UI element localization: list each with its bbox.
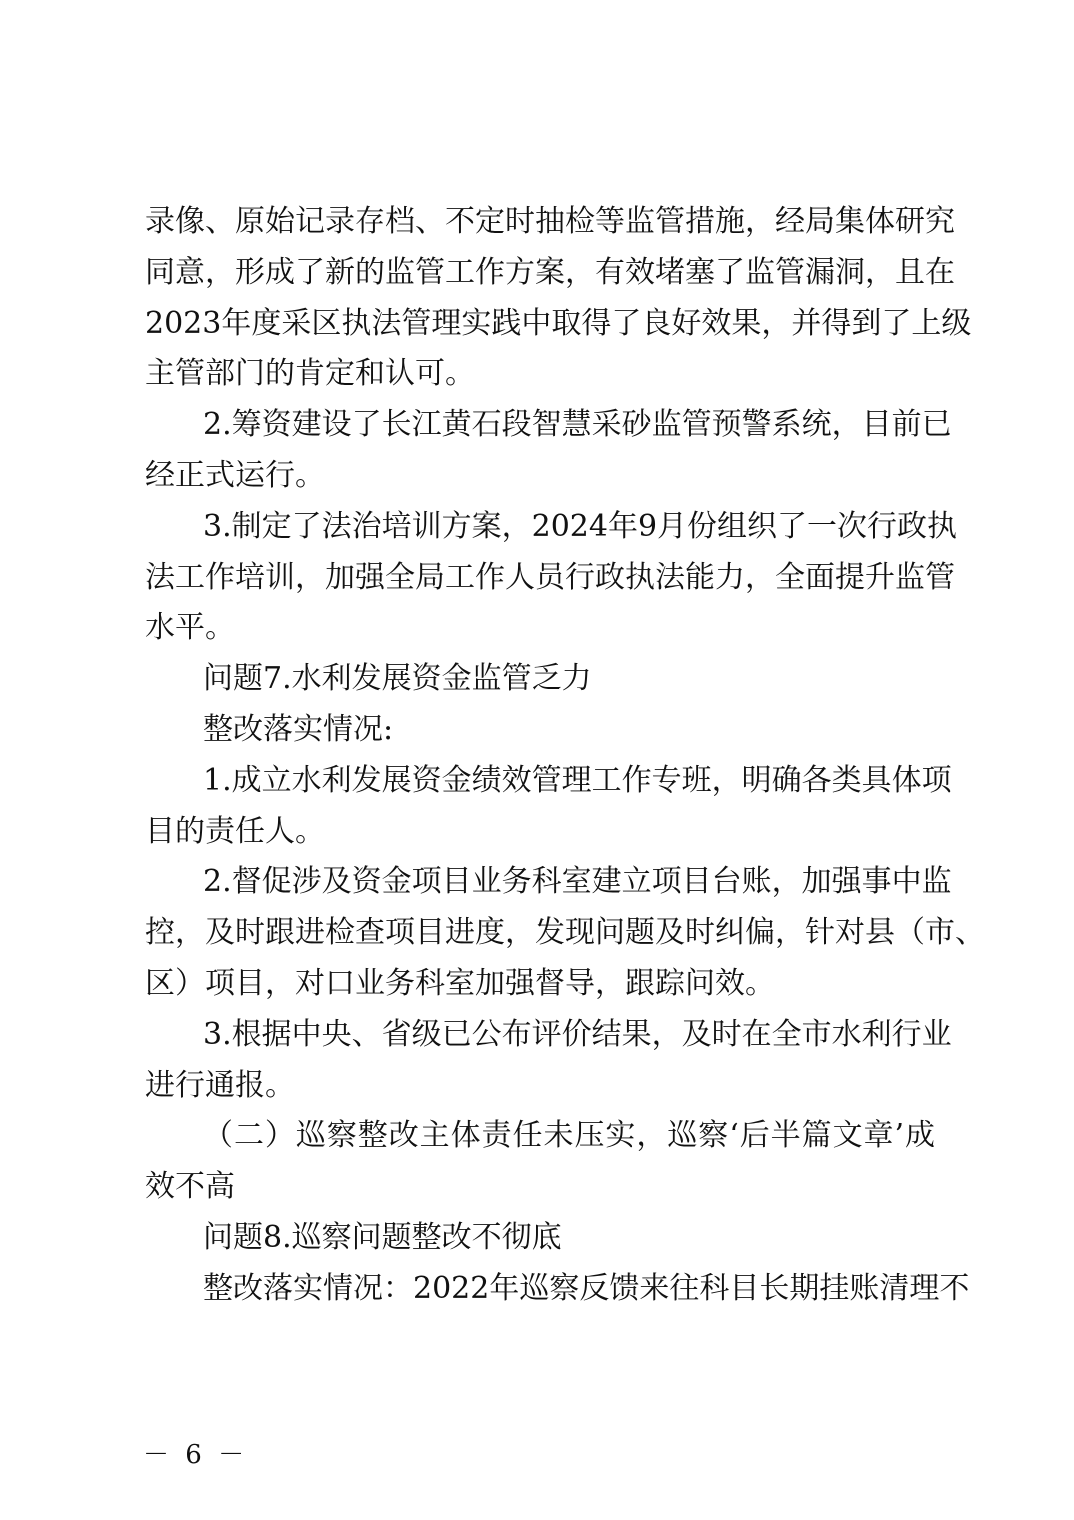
text-line: 水平。 (145, 610, 235, 646)
text-line: 区）项目，对口业务科室加强督导，跟踪问效。 (145, 965, 775, 1001)
text-line: 进行通报。 (145, 1067, 295, 1103)
text-line: 1.成立水利发展资金绩效管理工作专班，明确各类具体项 (203, 762, 952, 798)
text-line: 2.筹资建设了长江黄石段智慧采砂监管预警系统，目前已 (203, 407, 952, 443)
text-line: 法工作培训，加强全局工作人员行政执法能力，全面提升监管 (145, 559, 955, 595)
text-line: 录像、原始记录存档、不定时抽检等监管措施，经局集体研究 (145, 204, 955, 239)
text-line: 2.督促涉及资金项目业务科室建立项目台账，加强事中监 (203, 864, 952, 900)
text-line: 3.根据中央、省级已公布评价结果，及时在全市水利行业 (203, 1016, 952, 1052)
text-line: 控，及时跟进检查项目进度，发现问题及时纠偏，针对县（市、 (145, 915, 985, 951)
issue-heading: 问题7.水利发展资金监管乏力 (203, 661, 592, 697)
issue-heading: 问题8.巡察问题整改不彻底 (203, 1219, 562, 1255)
text-line: 整改落实情况：2022年巡察反馈来往科目长期挂账清理不 (203, 1270, 970, 1306)
page-number: － 6 － (143, 1440, 249, 1470)
document-body (145, 197, 985, 1315)
text-line: 主管部门的肯定和认可。 (145, 356, 475, 392)
text-line: 同意，形成了新的监管工作方案，有效堵塞了监管漏洞，且在 (145, 254, 955, 290)
text-line: 目的责任人。 (145, 813, 325, 849)
text-line: 3.制定了法治培训方案，2024年9月份组织了一次行政执 (203, 508, 958, 544)
section-heading: 效不高 (145, 1169, 235, 1205)
text-line: 2023年度采区执法管理实践中取得了良好效果，并得到了上级 (145, 305, 972, 341)
rectification-label: 整改落实情况: (203, 711, 394, 747)
section-heading: （二）巡察整改主体责任未压实，巡察‘后半篇文章’成 (203, 1118, 935, 1154)
text-line: 经正式运行。 (145, 457, 325, 493)
